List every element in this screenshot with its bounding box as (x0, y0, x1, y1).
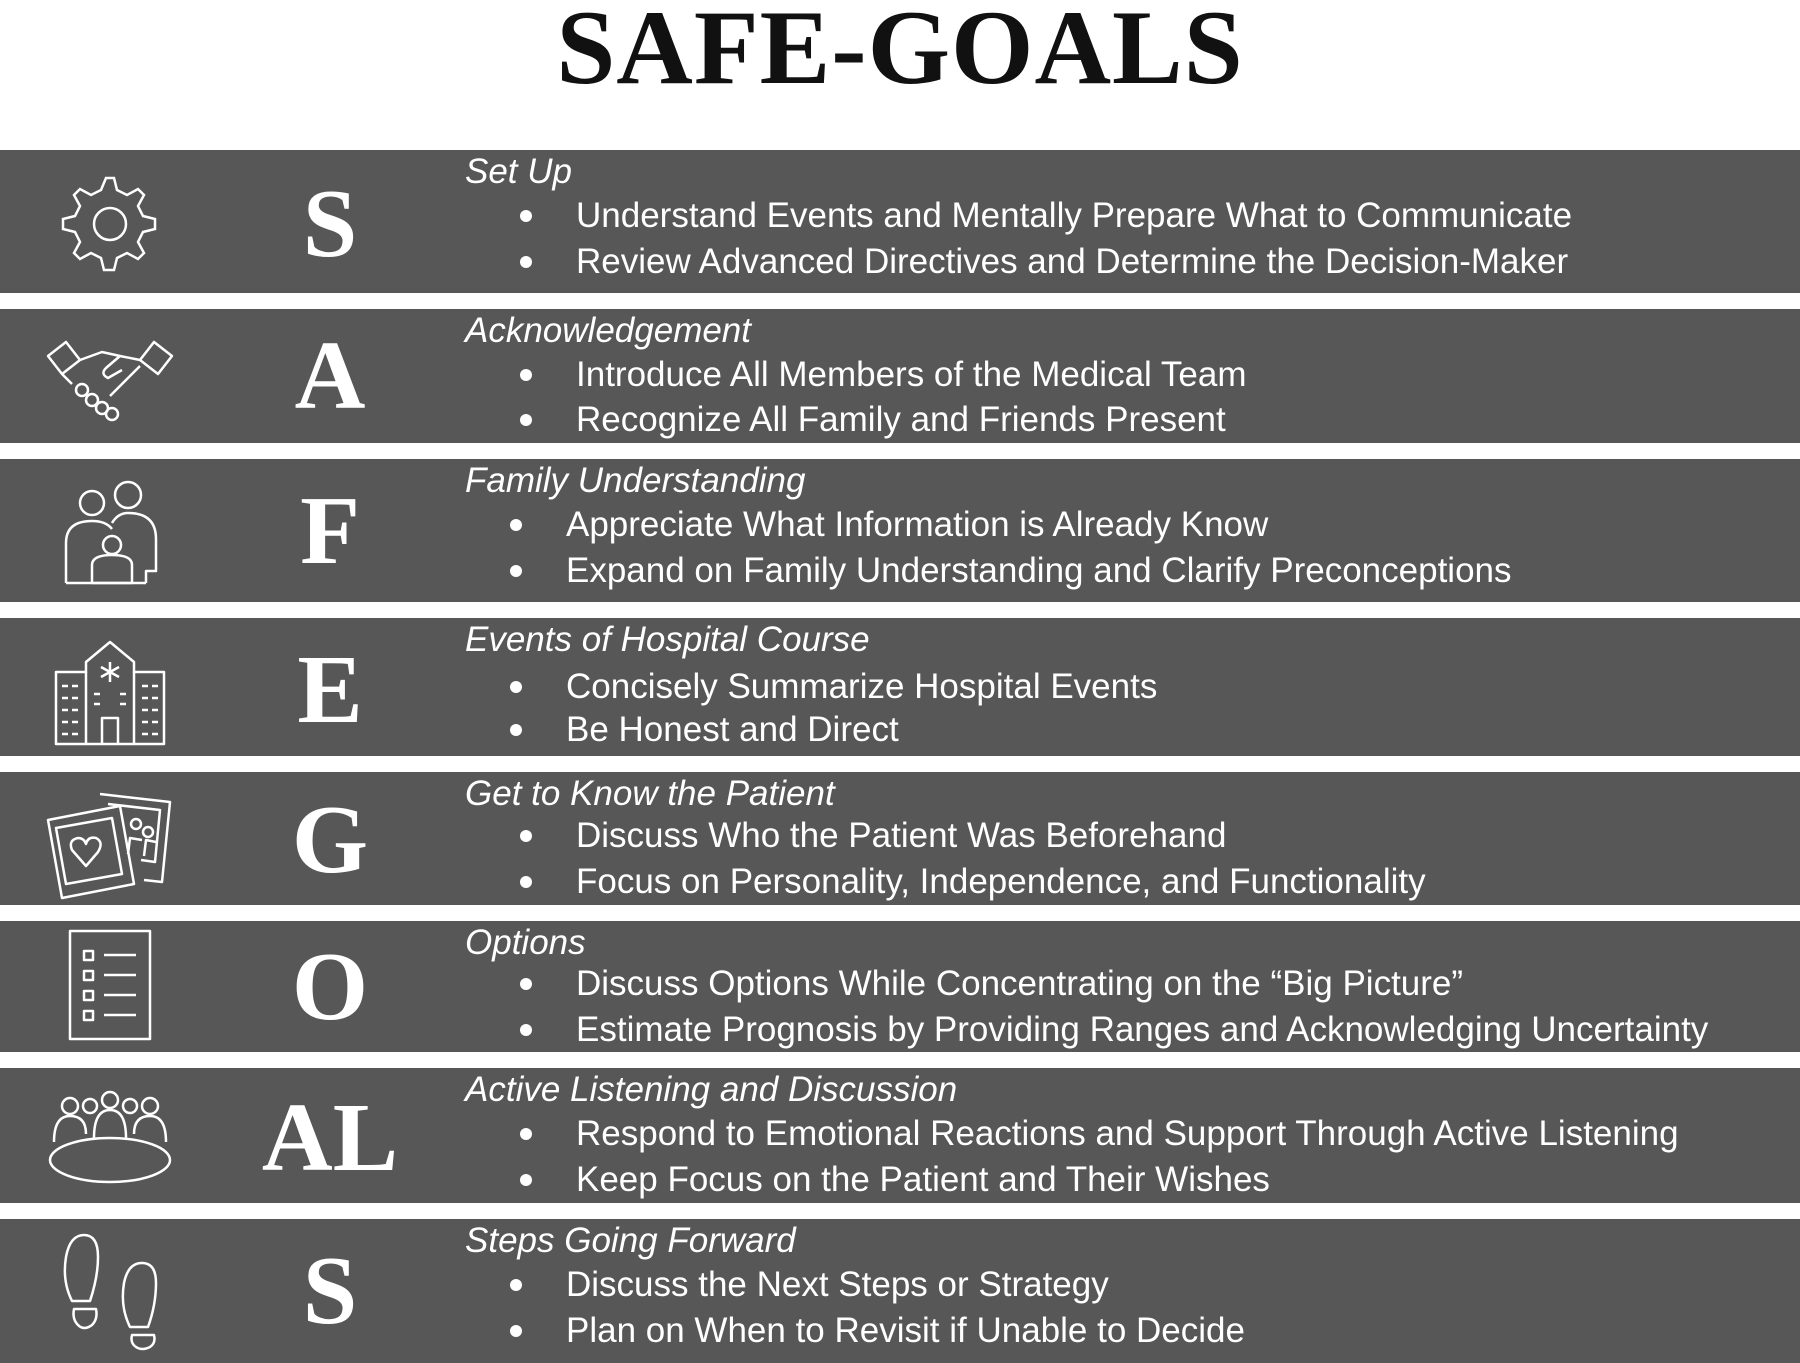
bullet-dot (520, 830, 532, 842)
bullet-dot (510, 519, 522, 531)
bullet-text: Discuss Options While Concentrating on the “Big Picture” (576, 964, 1464, 1003)
bullet-dot (510, 1325, 522, 1337)
bullet-text: Understand Events and Mentally Prepare What to Communicate (576, 196, 1573, 235)
bullet-text: Review Advanced Directives and Determine the Decision-Maker (576, 242, 1569, 281)
acronym-letter: G (291, 786, 369, 894)
row-active-listening-and-discussion (0, 1068, 1800, 1203)
acronym-letter: E (297, 636, 363, 744)
bullet-text: Expand on Family Understanding and Clarify Preconceptions (566, 551, 1512, 590)
acronym-letter: F (300, 477, 360, 585)
bullet-dot (510, 565, 522, 577)
bullet-dot (510, 724, 522, 736)
page-title: SAFE-GOALS (556, 0, 1244, 106)
bullet-dot (520, 1128, 532, 1140)
row-steps-going-forward (0, 1219, 1800, 1363)
gear-icon (40, 164, 180, 284)
row-family-understanding (0, 459, 1800, 602)
acronym-letter: AL (261, 1084, 399, 1192)
bullet-dot (520, 210, 532, 222)
bullet-dot (520, 369, 532, 381)
row-events-of-hospital-course (0, 618, 1800, 756)
row-heading: Get to Know the Patient (465, 774, 835, 813)
meeting-table-icon (40, 1076, 180, 1196)
bullet-text: Plan on When to Revisit if Unable to Decide (566, 1311, 1245, 1350)
family-icon (40, 471, 180, 591)
bullet-dot (520, 978, 532, 990)
acronym-letter: O (291, 933, 369, 1041)
bullet-text: Respond to Emotional Reactions and Support Through Active Listening (576, 1114, 1679, 1153)
row-heading: Steps Going Forward (465, 1221, 796, 1260)
photos-icon (40, 780, 180, 900)
handshake-icon (40, 316, 180, 436)
bullet-dot (520, 1174, 532, 1186)
acronym-letter: A (294, 322, 366, 430)
bullet-text: Estimate Prognosis by Providing Ranges and Acknowledging Uncertainty (576, 1010, 1709, 1049)
row-options (0, 921, 1800, 1052)
row-heading: Acknowledgement (465, 311, 751, 350)
bullet-text: Appreciate What Information is Already Know (566, 505, 1269, 544)
row-heading: Events of Hospital Course (465, 620, 870, 659)
bullet-dot (510, 1279, 522, 1291)
row-acknowledgement (0, 309, 1800, 443)
bullet-dot (520, 256, 532, 268)
bullet-text: Concisely Summarize Hospital Events (566, 667, 1158, 706)
bullet-dot (520, 876, 532, 888)
bullet-text: Discuss the Next Steps or Strategy (566, 1265, 1109, 1304)
row-set-up (0, 150, 1800, 293)
bullet-text: Recognize All Family and Friends Present (576, 400, 1226, 439)
bullet-text: Focus on Personality, Independence, and Functionality (576, 862, 1426, 901)
bullet-text: Introduce All Members of the Medical Team (576, 355, 1247, 394)
row-heading: Active Listening and Discussion (465, 1070, 958, 1109)
bullet-text: Discuss Who the Patient Was Beforehand (576, 816, 1227, 855)
bullet-dot (520, 414, 532, 426)
row-heading: Family Understanding (465, 461, 806, 500)
hospital-icon (40, 632, 180, 752)
checklist-icon (40, 927, 180, 1047)
row-heading: Set Up (465, 152, 572, 191)
acronym-letter: S (302, 170, 358, 278)
footprints-icon (40, 1231, 180, 1351)
bullet-dot (520, 1024, 532, 1036)
row-get-to-know-the-patient (0, 772, 1800, 905)
bullet-dot (510, 681, 522, 693)
bullet-text: Keep Focus on the Patient and Their Wishes (576, 1160, 1270, 1199)
bullet-text: Be Honest and Direct (566, 710, 899, 749)
row-heading: Options (465, 923, 586, 962)
acronym-letter: S (302, 1237, 358, 1345)
